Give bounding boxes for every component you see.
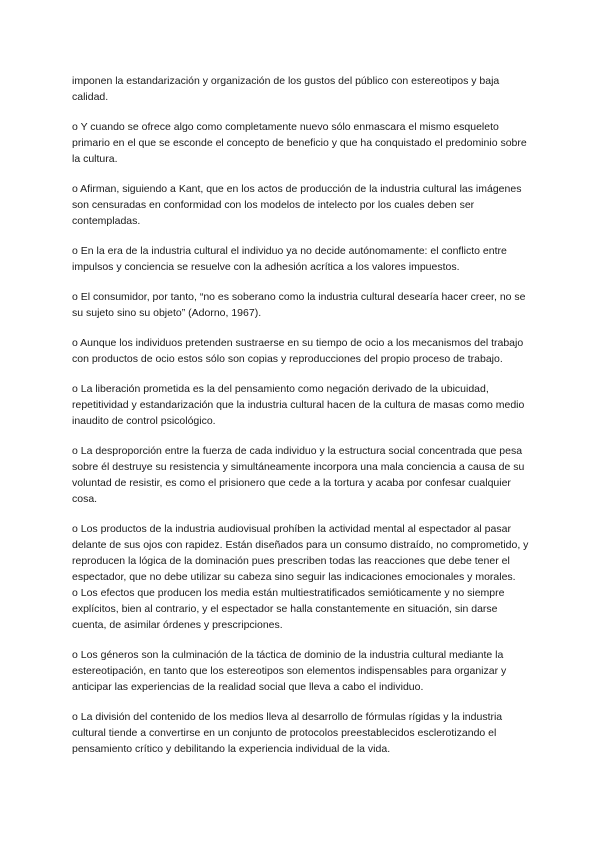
paragraph: o La división del contenido de los medios lleva al desarrollo de fórmulas rígidas y la industria cultural tiende a convertirse en un conjunto de protocolos preestablecidos esclerotizando el pensamiento crítico y debilitando la experiencia individual de la vida. [72, 711, 503, 755]
document-body [72, 73, 532, 757]
paragraph: o Los efectos que producen los media están multiestratificados semióticamente y no siempre explícitos, bien al contrario, y el espectador se halla constantemente en situación, sin darse cuenta, de asimilar órdenes y prescripciones. [72, 587, 505, 631]
paragraph: imponen la estandarización y organización de los gustos del público con estereotipos y baja calidad. [72, 75, 500, 103]
paragraph: o La liberación prometida es la del pensamiento como negación derivado de la ubicuidad, repetitividad y estandarización que la industria cultural hacen de la cultura de masas como medio inaudito de control psicológico. [72, 383, 525, 427]
paragraph: o El consumidor, por tanto, “no es soberano como la industria cultural desearía hacer creer, no se su sujeto sino su objeto” (Adorno, 1967). [72, 291, 526, 319]
paragraph: o Afirman, siguiendo a Kant, que en los actos de producción de la industria cultural las imágenes son censuradas en conformidad con los modelos de intelecto por los cuales deben ser contempladas. [72, 183, 522, 227]
paragraph: o Los géneros son la culminación de la táctica de dominio de la industria cultural mediante la estereotipación, en tanto que los estereotipos son elementos indispensables para organizar y anticipar las experiencias de la realidad social que lleva a cabo el individuo. [72, 649, 507, 693]
paragraph: o Y cuando se ofrece algo como completamente nuevo sólo enmascara el mismo esqueleto primario en el que se esconde el concepto de beneficio y que ha conquistado el predominio sobre la cultura. [72, 121, 527, 165]
paragraph: o Aunque los individuos pretenden sustraerse en su tiempo de ocio a los mecanismos del trabajo con productos de ocio estos sólo son copias y reproducciones del propio proceso de trabajo. [72, 337, 524, 365]
paragraph: o La desproporción entre la fuerza de cada individuo y la estructura social concentrada que pesa sobre él destruye su resistencia y simultáneamente incorpora una mala conciencia a causa de su voluntad de resistir, es como el prisionero que cede a la tortura y acaba por confesar cualquier cosa. [72, 445, 525, 505]
paragraph: o Los productos de la industria audiovisual prohíben la actividad mental al espectador al pasar delante de sus ojos con rapidez. Están diseñados para un consumo distraído, no comprometido, y reproducen la lógica de la dominación pues prescriben todas las reacciones que debe tener el espectador, que no debe utilizar su cabeza sino seguir las indicaciones emocionales y morales. [72, 523, 529, 583]
paragraph: o En la era de la industria cultural el individuo ya no decide autónomamente: el conflicto entre impulsos y conciencia se resuelve con la adhesión acrítica a los valores impuestos. [72, 245, 507, 273]
